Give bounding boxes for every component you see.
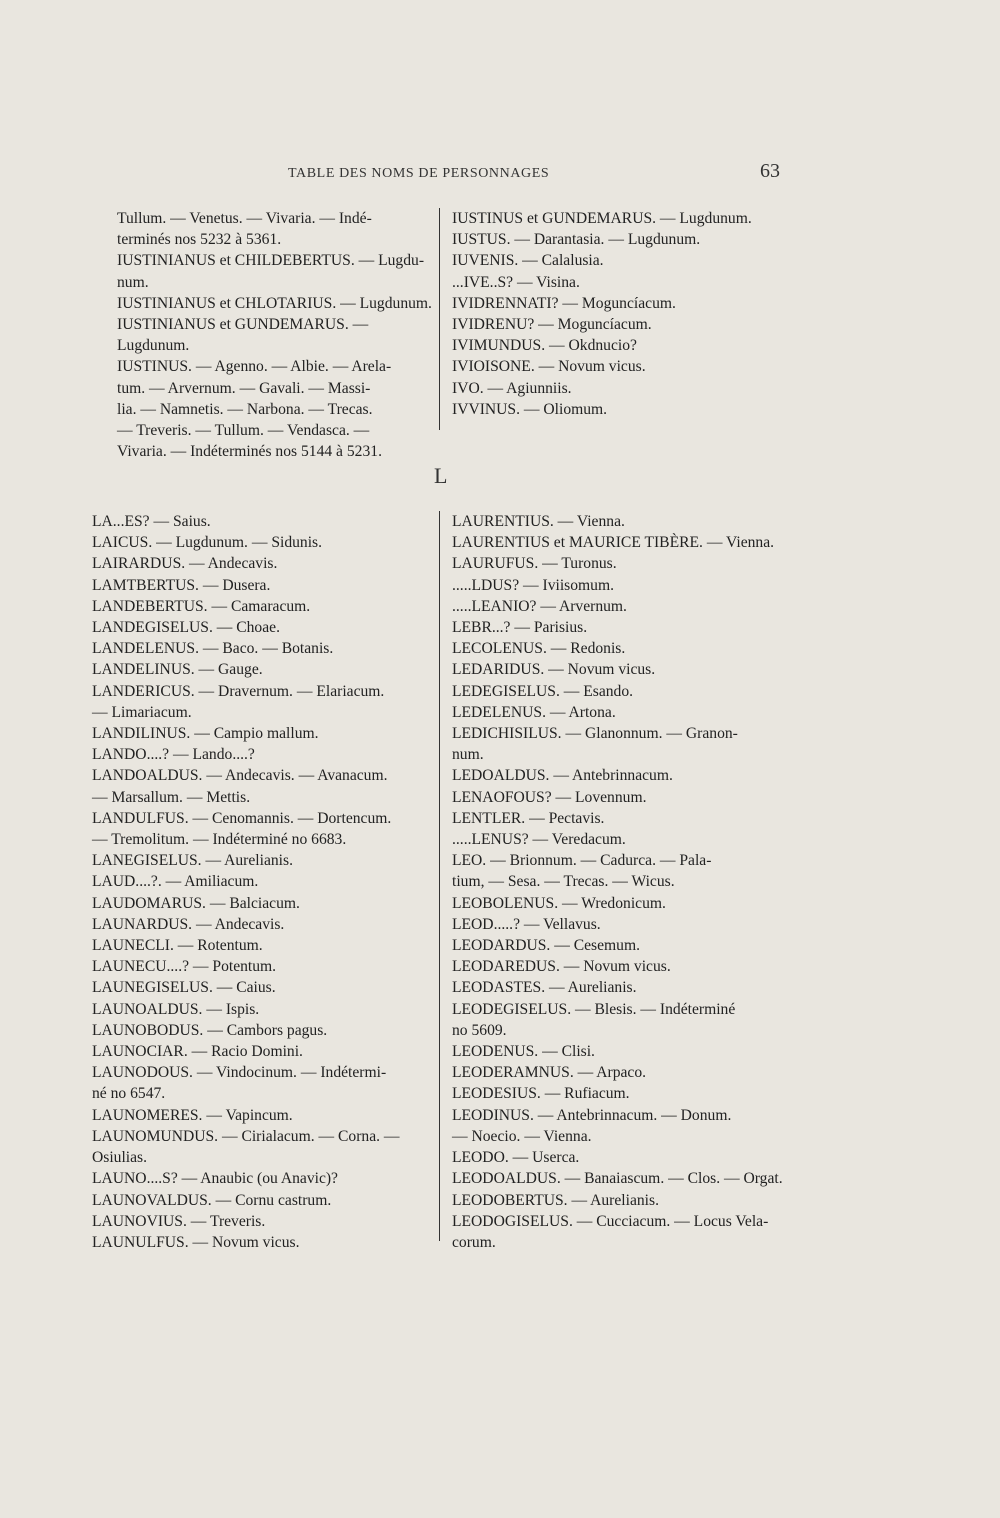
index-entry: LEODOALDUS. — Banaiascum. — Clos. — Orgat.	[452, 1170, 783, 1188]
index-entry: né no 6547.	[92, 1085, 166, 1103]
index-entry: LAUNO....S? — Anaubic (ou Anavic)?	[92, 1170, 338, 1188]
index-entry: LANDULFUS. — Cenomannis. — Dortencum.	[92, 809, 392, 827]
index-entry: terminés nos 5232 à 5361.	[117, 231, 282, 249]
index-entry: LANDEBERTUS. — Camaracum.	[92, 597, 311, 615]
index-entry: IVIDRENU? — Moguncíacum.	[452, 316, 652, 334]
index-entry: LEODENUS. — Clisi.	[452, 1043, 595, 1061]
index-entry: tium, — Sesa. — Trecas. — Wicus.	[452, 873, 675, 891]
index-entry: LEOD.....? — Vellavus.	[452, 915, 601, 933]
index-entry: IUSTUS. — Darantasia. — Lugdunum.	[452, 231, 701, 249]
index-entry: LAUNECU....? — Potentum.	[92, 958, 277, 976]
index-entry: LEODESIUS. — Rufiacum.	[452, 1085, 630, 1103]
index-entry: IVVINUS. — Oliomum.	[452, 400, 608, 418]
index-entry: LEODASTES. — Aurelianis.	[452, 979, 637, 997]
index-entry: LAUNULFUS. — Novum vicus.	[92, 1233, 300, 1251]
index-entry: tum. — Arvernum. — Gavali. — Massi-	[117, 379, 371, 397]
index-entry: IUSTINUS. — Agenno. — Albie. — Arela-	[117, 358, 392, 376]
index-column-bottom-left	[92, 511, 432, 1253]
index-entry: .....LENUS? — Veredacum.	[452, 831, 626, 849]
index-entry: LECOLENUS. — Redonis.	[452, 640, 626, 658]
index-entry: LANDELENUS. — Baco. — Botanis.	[92, 640, 334, 658]
page-number: 63	[760, 160, 780, 182]
index-entry: LANDELINUS. — Gauge.	[92, 661, 263, 679]
index-entry: LANDEGISELUS. — Choae.	[92, 619, 280, 637]
index-entry: LEODO. — Userca.	[452, 1149, 580, 1167]
index-entry: LEODEGISELUS. — Blesis. — Indéterminé	[452, 1000, 736, 1018]
index-entry: LAMTBERTUS. — Dusera.	[92, 576, 271, 594]
index-column-top-right	[452, 208, 787, 420]
index-entry: LAURENTIUS. — Vienna.	[452, 513, 625, 530]
index-entry: LAUDOMARUS. — Balciacum.	[92, 894, 300, 912]
index-entry: LAURENTIUS et MAURICE TIBÈRE. — Vienna.	[452, 534, 775, 552]
index-entry: LAUNOCIAR. — Racio Domini.	[92, 1043, 303, 1061]
index-entry: LAUNOVALDUS. — Cornu castrum.	[92, 1191, 332, 1209]
index-entry: LENAOFOUS? — Lovennum.	[452, 788, 647, 806]
index-entry: LEDEGISELUS. — Esando.	[452, 682, 634, 700]
index-entry: Tullum. — Venetus. — Vivaria. — Indé-	[117, 210, 372, 227]
index-entry: LANDILINUS. — Campio mallum.	[92, 725, 319, 743]
index-entry: .....LEANIO? — Arvernum.	[452, 597, 627, 615]
index-entry: LEBR...? — Parisius.	[452, 619, 588, 637]
index-entry: IVIOISONE. — Novum vicus.	[452, 358, 646, 376]
index-entry: LEDOALDUS. — Antebrinnacum.	[452, 767, 673, 785]
index-entry: Vivaria. — Indéterminés nos 5144 à 5231.	[117, 443, 382, 461]
index-entry: num.	[117, 273, 149, 291]
index-entry: IUSTINIANUS et CHLOTARIUS. — Lugdunum.	[117, 294, 432, 312]
index-column-bottom-right	[452, 511, 787, 1253]
index-entry: LEODINUS. — Antebrinnacum. — Donum.	[452, 1106, 732, 1124]
index-entry: LAUNARDUS. — Andecavis.	[92, 915, 285, 933]
index-entry: LANDOALDUS. — Andecavis. — Avanacum.	[92, 767, 388, 785]
index-entry: LAUNEGISELUS. — Caius.	[92, 979, 276, 997]
index-entry: — Noecio. — Vienna.	[452, 1127, 592, 1145]
index-entry: — Limariacum.	[92, 703, 192, 721]
index-entry: LAICUS. — Lugdunum. — Sidunis.	[92, 534, 323, 552]
index-entry: LEODERAMNUS. — Arpaco.	[452, 1064, 647, 1082]
index-entry: corum.	[452, 1233, 496, 1251]
index-entry: LEO. — Brionnum. — Cadurca. — Pala-	[452, 852, 712, 870]
running-title: TABLE DES NOMS DE PERSONNAGES	[288, 166, 550, 181]
index-entry: LEDICHISILUS. — Glanonnum. — Granon-	[452, 725, 738, 743]
index-entry: LEODOBERTUS. — Aurelianis.	[452, 1191, 659, 1209]
index-entry: LENTLER. — Pectavis.	[452, 809, 605, 827]
index-entry: — Tremolitum. — Indéterminé no 6683.	[92, 831, 347, 849]
index-entry: LAURUFUS. — Turonus.	[452, 555, 617, 573]
index-entry: no 5609.	[452, 1021, 507, 1039]
index-entry: LAUNOMERES. — Vapincum.	[92, 1106, 293, 1124]
index-entry: lia. — Namnetis. — Narbona. — Trecas.	[117, 400, 373, 418]
index-column-top-left	[117, 208, 435, 462]
index-entry: IVIDRENNATI? — Moguncíacum.	[452, 294, 676, 312]
index-entry: LAUNOMUNDUS. — Cirialacum. — Corna. —	[92, 1127, 400, 1145]
index-entry: LA...ES? — Saius.	[92, 513, 211, 530]
index-entry: IVIMUNDUS. — Okdnucio?	[452, 337, 637, 355]
index-entry: — Marsallum. — Mettis.	[92, 788, 251, 806]
index-entry: LEDARIDUS. — Novum vicus.	[452, 661, 656, 679]
index-entry: LANDERICUS. — Dravernum. — Elariacum.	[92, 682, 385, 700]
column-divider-top	[439, 208, 440, 430]
index-entry: LAIRARDUS. — Andecavis.	[92, 555, 278, 573]
index-entry: LAUNOALDUS. — Ispis.	[92, 1000, 260, 1018]
index-entry: LEDELENUS. — Artona.	[452, 703, 616, 721]
index-entry: LAUNODOUS. — Vindocinum. — Indétermi-	[92, 1064, 387, 1082]
index-entry: IUSTINIANUS et GUNDEMARUS. — Lugdunum.	[117, 316, 369, 355]
index-entry: LAUNOBODUS. — Cambors pagus.	[92, 1021, 328, 1039]
section-letter: L	[434, 463, 448, 488]
index-entry: num.	[452, 746, 484, 764]
index-entry: IUVENIS. — Calalusia.	[452, 252, 604, 270]
column-divider-bottom	[439, 511, 440, 1241]
index-entry: LEODAREDUS. — Novum vicus.	[452, 958, 671, 976]
index-entry: LANDO....? — Lando....?	[92, 746, 255, 764]
index-entry: IVO. — Agiunniis.	[452, 379, 572, 397]
index-entry: — Treveris. — Tullum. — Vendasca. —	[117, 422, 370, 440]
index-entry: LANEGISELUS. — Aurelianis.	[92, 852, 293, 870]
index-entry: LEODARDUS. — Cesemum.	[452, 937, 640, 955]
index-entry: LAUD....?. — Amiliacum.	[92, 873, 259, 891]
index-entry: LEOBOLENUS. — Wredonicum.	[452, 894, 666, 912]
index-entry: .....LDUS? — Iviisomum.	[452, 576, 614, 594]
index-entry: LEODOGISELUS. — Cucciacum. — Locus Vela-	[452, 1212, 769, 1230]
index-entry: Osiulias.	[92, 1149, 148, 1167]
index-entry: IUSTINIANUS et CHILDEBERTUS. — Lugdu-	[117, 252, 425, 270]
index-entry: ...IVE..S? — Visina.	[452, 273, 580, 291]
index-entry: LAUNECLI. — Rotentum.	[92, 937, 263, 955]
index-entry: LAUNOVIUS. — Treveris.	[92, 1212, 266, 1230]
index-entry: IUSTINUS et GUNDEMARUS. — Lugdunum.	[452, 210, 752, 227]
